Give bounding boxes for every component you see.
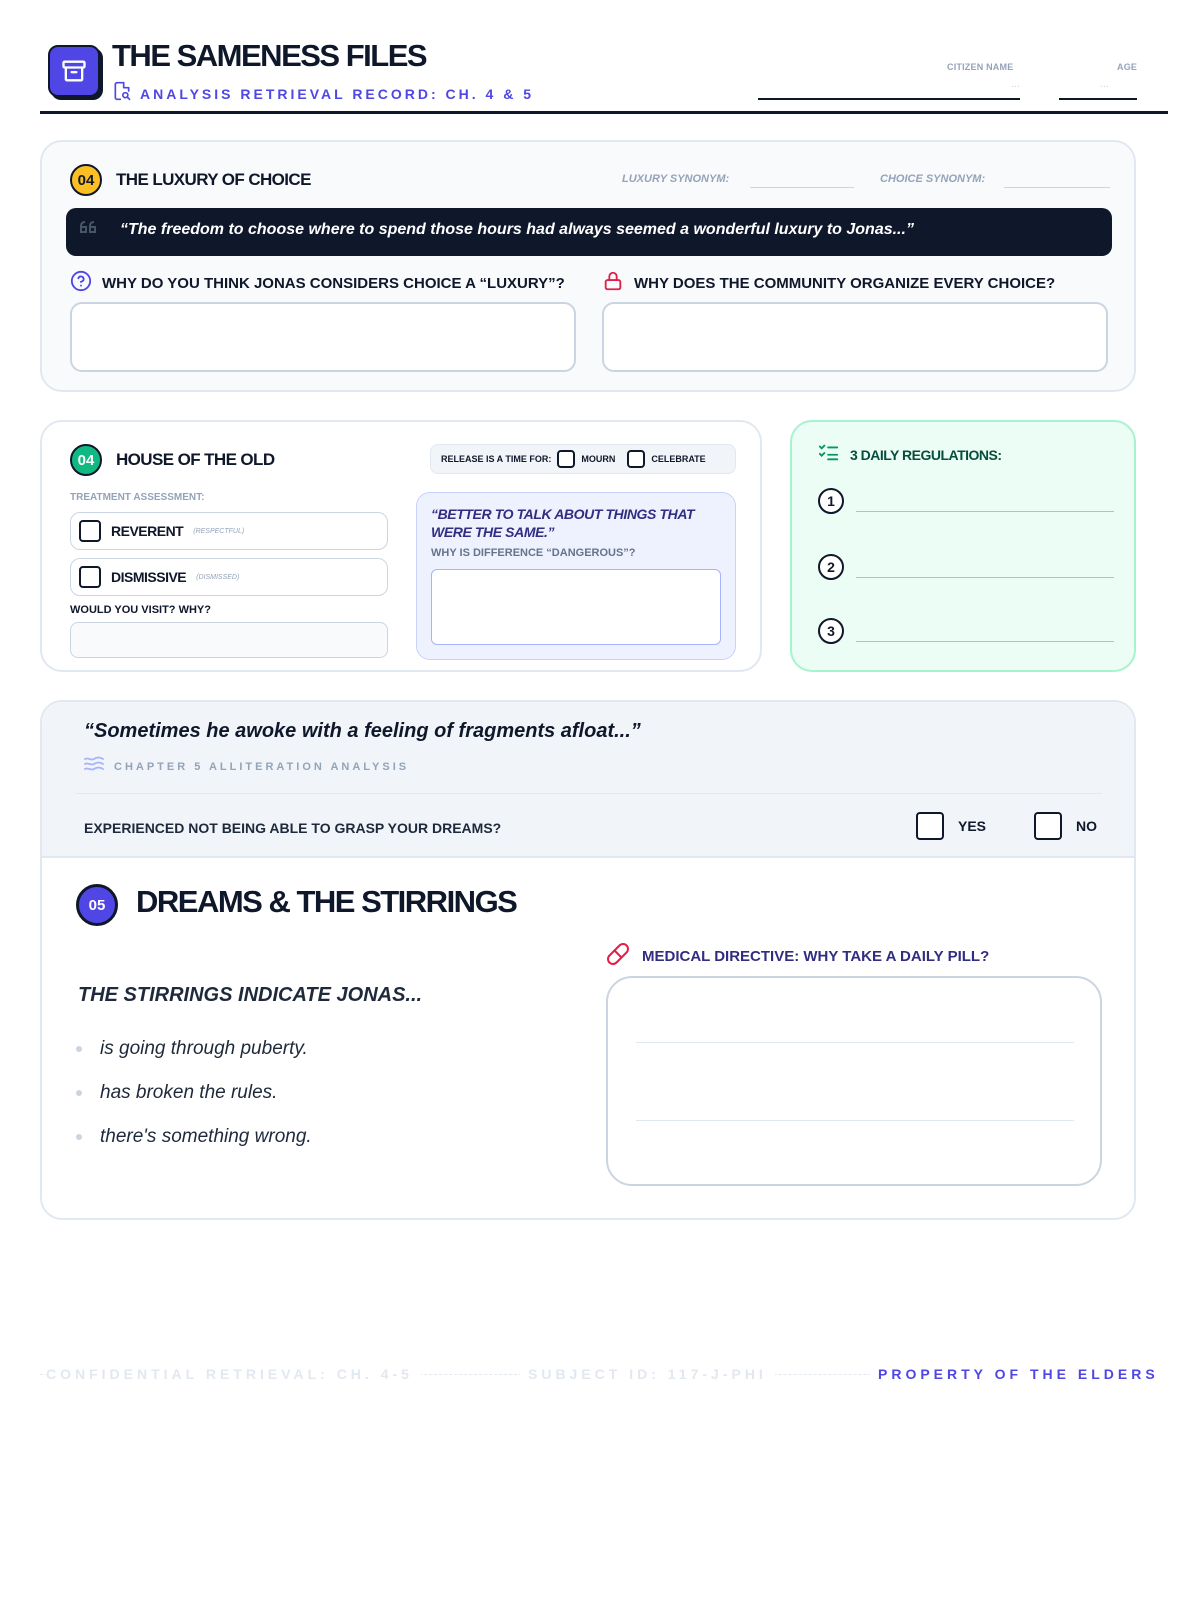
list-item-text: has broken the rules. <box>100 1082 278 1103</box>
quote-text: “The freedom to choose where to spend those hours had always seemed a wonderful luxury to Jonas...” <box>120 221 914 238</box>
bullet-icon <box>76 1134 82 1140</box>
list-item <box>76 1038 308 1060</box>
quote-icon <box>78 218 100 249</box>
list-item-text: is going through puberty. <box>100 1038 308 1059</box>
regulation-row[interactable] <box>818 488 1114 514</box>
celebrate-label: CELEBRATE <box>651 454 706 464</box>
list-item <box>76 1082 277 1104</box>
reverent-checkbox[interactable] <box>79 520 101 542</box>
document-search-icon <box>112 80 132 107</box>
no-checkbox[interactable] <box>1034 812 1062 840</box>
subtitle-row <box>112 80 534 107</box>
section-badge: 05 <box>76 884 118 926</box>
luxury-synonym-label: LUXURY SYNONYM: <box>622 173 730 185</box>
no-option[interactable] <box>1034 812 1097 840</box>
footer-middle: SUBJECT ID: 117-J-PHI <box>520 1366 775 1382</box>
section-badge: 04 <box>70 444 102 476</box>
organize-answer-box[interactable] <box>602 302 1108 372</box>
bullet-icon <box>76 1090 82 1096</box>
no-label: NO <box>1076 818 1097 834</box>
mourn-label: MOURN <box>581 454 616 464</box>
regulation-number: 1 <box>818 488 844 514</box>
age-field[interactable]: ... <box>1059 68 1137 100</box>
medical-question <box>606 942 989 971</box>
page-subtitle: ANALYSIS RETRIEVAL RECORD: CH. 4 & 5 <box>140 85 535 102</box>
question-luxury <box>70 270 565 296</box>
dismissive-checkbox[interactable] <box>79 566 101 588</box>
luxury-of-choice-card <box>40 140 1136 392</box>
alliteration-caption <box>84 756 409 777</box>
release-choice-box <box>430 444 736 474</box>
regulations-header <box>818 442 1002 467</box>
choice-synonym-field[interactable] <box>1004 170 1110 188</box>
medical-answer-box[interactable] <box>606 976 1102 1186</box>
regulations-title: 3 DAILY REGULATIONS: <box>850 446 1002 463</box>
regulation-line[interactable] <box>856 490 1114 512</box>
quote-banner <box>66 208 1112 256</box>
reverent-label: REVERENT <box>111 523 184 539</box>
writing-line <box>636 1120 1074 1121</box>
stirrings-heading: THE STIRRINGS INDICATE JONAS... <box>78 984 423 1006</box>
regulation-number: 2 <box>818 554 844 580</box>
section-title: THE LUXURY OF CHOICE <box>116 170 311 189</box>
dreams-card <box>40 700 1136 1220</box>
waves-icon <box>84 756 104 777</box>
regulation-row[interactable] <box>818 618 1114 644</box>
difference-quote: “BETTER TO TALK ABOUT THINGS THAT WERE THE SAME.” <box>431 506 695 540</box>
age-label: AGE <box>1117 62 1138 72</box>
dismissive-option[interactable] <box>70 558 388 596</box>
dreams-intro <box>42 702 1136 858</box>
reverent-option[interactable] <box>70 512 388 550</box>
visit-question: WOULD YOU VISIT? WHY? <box>70 604 211 616</box>
difference-question: WHY IS DIFFERENCE “DANGEROUS”? <box>431 547 636 559</box>
footer-left: CONFIDENTIAL RETRIEVAL: CH. 4-5 <box>46 1366 421 1382</box>
writing-line <box>636 1042 1074 1043</box>
pill-icon <box>606 942 630 971</box>
section-title: DREAMS & THE STIRRINGS <box>136 884 517 919</box>
divider <box>76 793 1102 794</box>
caption-text: CHAPTER 5 ALLITERATION ANALYSIS <box>114 760 410 773</box>
question-text: WHY DOES THE COMMUNITY ORGANIZE EVERY CHOICE? <box>634 274 1056 292</box>
daily-regulations-card <box>790 420 1136 672</box>
dismissive-label: DISMISSIVE <box>111 569 187 585</box>
question-organize <box>602 270 1055 296</box>
luxury-synonym-field[interactable] <box>750 170 854 188</box>
lock-icon <box>602 270 624 296</box>
help-circle-icon <box>70 270 92 296</box>
citizen-name-field[interactable]: ... <box>758 68 1020 100</box>
yes-option[interactable] <box>916 812 986 840</box>
checklist-icon <box>818 442 840 467</box>
dismissive-note: (DISMISSED) <box>196 573 240 581</box>
choice-synonym-label: CHOICE SYNONYM: <box>880 173 986 185</box>
footer-right: PROPERTY OF THE ELDERS <box>870 1366 1159 1382</box>
yes-checkbox[interactable] <box>916 812 944 840</box>
section-title: HOUSE OF THE OLD <box>116 450 275 469</box>
page-title: THE SAMENESS FILES <box>112 38 427 73</box>
regulation-line[interactable] <box>856 620 1114 642</box>
visit-answer-box[interactable] <box>70 622 388 658</box>
mourn-checkbox[interactable] <box>557 450 575 468</box>
bullet-icon <box>76 1046 82 1052</box>
celebrate-checkbox[interactable] <box>627 450 645 468</box>
list-item-text: there's something wrong. <box>100 1126 312 1147</box>
question-text: WHY DO YOU THINK JONAS CONSIDERS CHOICE A “LUXURY”? <box>102 274 565 292</box>
list-item <box>76 1126 312 1148</box>
release-label: RELEASE IS A TIME FOR: <box>441 454 552 464</box>
citizen-name-label: CITIZEN NAME <box>947 62 1014 72</box>
page-header <box>40 36 1168 114</box>
section-badge: 04 <box>70 164 102 196</box>
regulation-row[interactable] <box>818 554 1114 580</box>
difference-box <box>416 492 736 660</box>
reverent-note: (RESPECTFUL) <box>193 527 245 535</box>
house-of-old-card <box>40 420 762 672</box>
regulation-number: 3 <box>818 618 844 644</box>
luxury-answer-box[interactable] <box>70 302 576 372</box>
regulation-line[interactable] <box>856 556 1114 578</box>
dream-question: EXPERIENCED NOT BEING ABLE TO GRASP YOUR DREAMS? <box>84 820 502 836</box>
archive-box-icon <box>48 45 100 97</box>
dream-quote: “Sometimes he awoke with a feeling of fragments afloat...” <box>84 720 641 742</box>
medical-question-text: MEDICAL DIRECTIVE: WHY TAKE A DAILY PILL? <box>642 948 990 965</box>
treatment-label: TREATMENT ASSESSMENT: <box>70 492 205 503</box>
difference-answer-box[interactable] <box>431 569 721 645</box>
yes-label: YES <box>958 818 987 834</box>
